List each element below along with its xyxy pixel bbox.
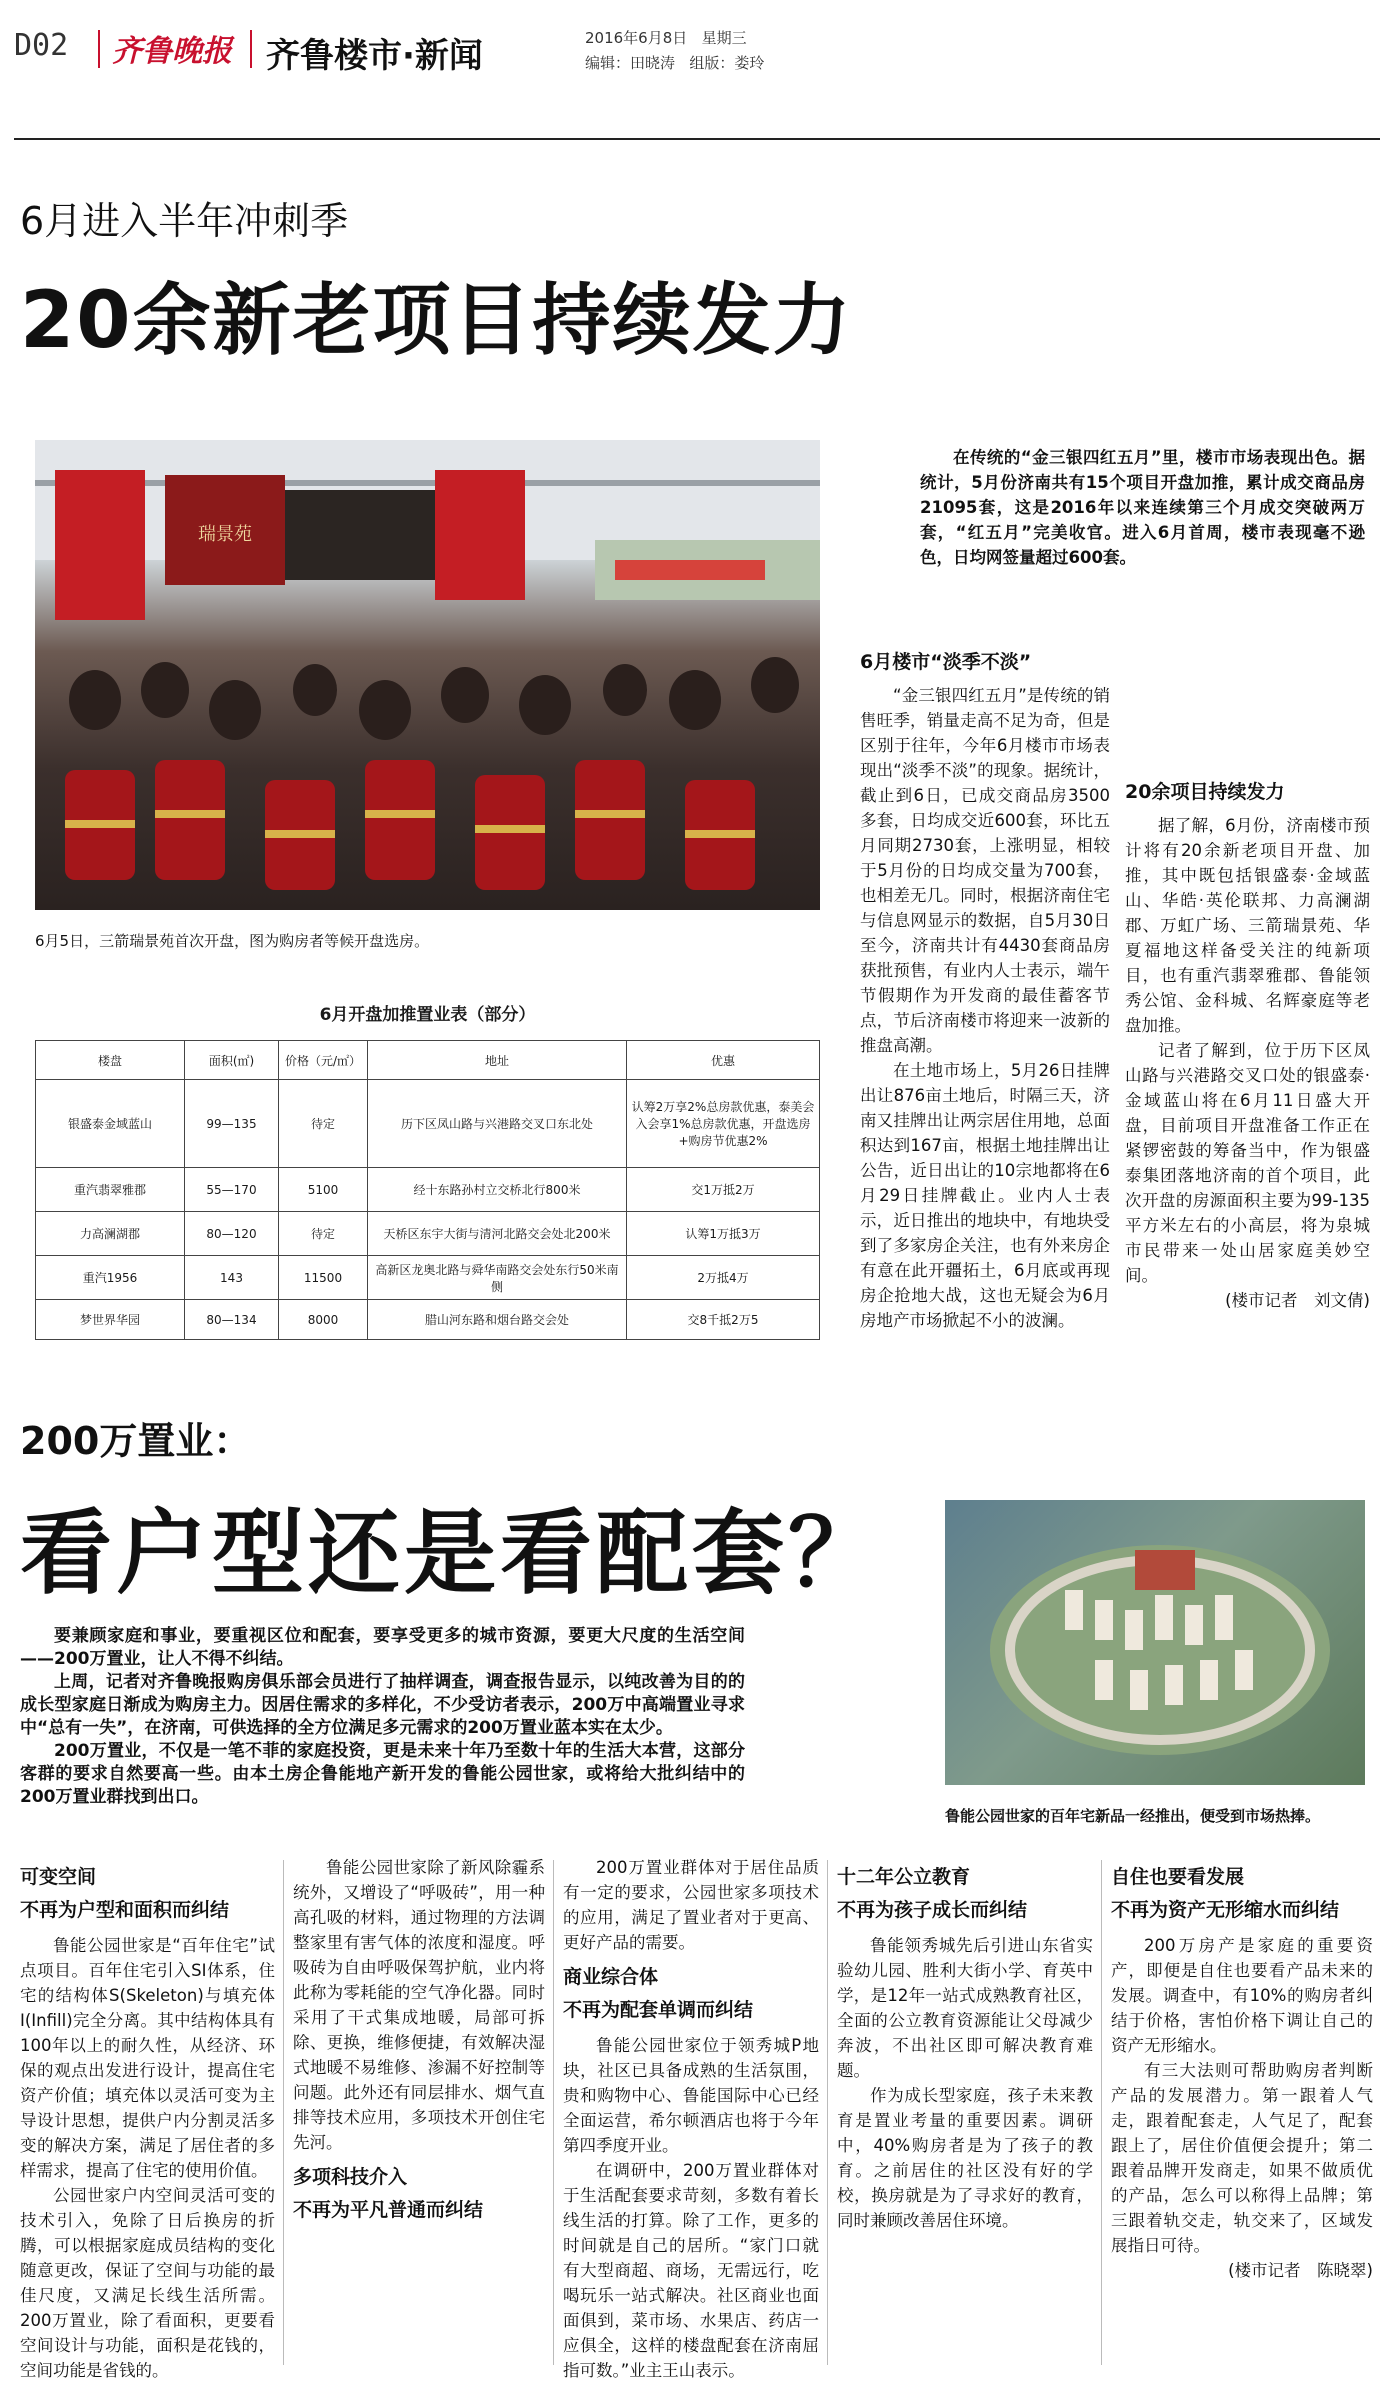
lead-paragraph: 要兼顾家庭和事业，要重视区位和配套，要享受更多的城市资源，要更大尺度的生活空间——200万置业，让人不得不纠结。 [20, 1626, 745, 1669]
story2-paragraph: 鲁能公园世家除了新风除霾系统外，又增设了“呼吸砖”，用一种高孔吸的材料，通过物理的方法调整家里有害气体的浓度和湿度。呼吸砖为自由呼吸保驾护航，业内将此称为零耗能的空气净化器。同时采用了干式集成地暖，局部可拆除、更换，维修便捷，有效解决湿式地暖不易维修、渗漏不好控制等问题。此外还有同层排水、烟气直排等技术应用，多项技术开创住宅先河。 [293, 1858, 545, 2152]
story2-paragraph: 鲁能领秀城先后引进山东省实验幼儿园、胜利大街小学、育英中学，是12年一站式成熟教育社区，全面的公立教育资源能让父母减少奔波，不出社区即可解决教育难题。 [837, 1936, 1093, 2080]
story2-paragraph: 鲁能公园世家位于领秀城P地块，社区已具备成熟的生活氛围，贵和购物中心、鲁能国际中心已经全面运营，希尔顿酒店也将于今年第四季度开业。 [563, 2036, 819, 2155]
subhead-small: 商业综合体 [563, 1966, 659, 1988]
cell-project: 力高澜湖郡 [36, 1212, 185, 1256]
subhead-large: 不再为平凡普通而纠结 [293, 2199, 484, 2221]
subhead-large: 不再为配套单调而纠结 [563, 1999, 754, 2021]
story2-column-3 [563, 1855, 819, 2383]
cell-area: 80—120 [185, 1212, 279, 1256]
story1-paragraph: 记者了解到，位于历下区凤山路与兴港路交叉口处的银盛泰·金域蓝山将在6月11日盛大开盘，目前项目开盘准备工作正在紧锣密鼓的筹备当中，作为银盛泰集团落地济南的首个项目，此次开盘的房源面积主要为99-135平方米左右的小高层，将为泉城市民带来一处山居家庭美妙空间。 [1125, 1041, 1370, 1285]
story2-paragraph: 200万置业群体对于居住品质有一定的要求，公园世家多项技术的应用，满足了置业者对于更高、更好产品的需要。 [563, 1858, 819, 1952]
story1-paragraph: 在土地市场上，5月26日挂牌出让876亩土地后，时隔三天，济南又挂牌出让两宗居住用地，总面积达到167亩，根据土地挂牌出让公告，近日出让的10宗地都将在6月29日挂牌截止。业内人士表示，近日推出的地块中，有地块受到了多家房企关注，也有外来房企有意在此开疆拓土，6月底或再现房企抢地大战，这也无疑会为6月房地产市场掀起不小的波澜。 [860, 1061, 1110, 1330]
photo2-caption: 鲁能公园世家的百年宅新品一经推出，便受到市场热捧。 [945, 1807, 1321, 1825]
story1-paragraph: “金三银四红五月”是传统的销售旺季，销量走高不足为奇，但是区别于往年，今年6月楼市市场表现出“淡季不淡”的现象。据统计，截止到6日，已成交商品房3500多套，日均成交近600套，环比五月同期2730套，上涨明显，相较于5月份的日均成交量为700套，也相差无几。同时，根据济南住宅与信息网显示的数据，自5月30日至今，济南共计有4430套商品房获批预售，有业内人士表示，端午节假期作为开发商的最佳蓄客节点，节后济南楼市将迎来一波新的推盘高潮。 [860, 686, 1110, 1055]
story1-column-2 [1125, 620, 1370, 1313]
story2-headline: 看户型还是看配套？ [20, 1500, 885, 1607]
subhead-small: 十二年公立教育 [837, 1866, 971, 1888]
cell-discount: 交1万抵2万 [627, 1168, 820, 1212]
table-row [36, 1212, 820, 1256]
cell-address: 经十东路孙村立交桥北行800米 [368, 1168, 627, 1212]
story1-author: (楼市记者 刘文倩) [1225, 1291, 1370, 1310]
property-table [35, 1040, 820, 1340]
newspaper-logo: 齐鲁晚报 [112, 34, 232, 69]
subhead-large: 不再为孩子成长而纠结 [837, 1899, 1028, 1921]
th-price: 价格（元/㎡） [279, 1041, 368, 1080]
cell-address: 天桥区东宇大街与清河北路交会处北200米 [368, 1212, 627, 1256]
story1-kicker: 6月进入半年冲刺季 [20, 199, 349, 243]
story1-intro [920, 445, 1365, 570]
subhead-small: 自住也要看发展 [1111, 1866, 1245, 1888]
masthead-rule [14, 138, 1380, 140]
column-rule [1101, 1860, 1102, 2365]
banner-sign: 瑞景苑 [198, 524, 252, 545]
table-row [36, 1300, 820, 1340]
th-discount: 优惠 [627, 1041, 820, 1080]
story2-paragraph: 鲁能公园世家是“百年住宅”试点项目。百年住宅引入SI体系，住宅的结构体S(Skeleton)与填充体I(Infill)完全分离。其中结构体具有100年以上的耐久性，从经济、环保的观点出发进行设计，提高住宅资产价值；填充体以灵活可变为主导设计思想，提供户内分割灵活多变的解决方案，满足了居住者的多样需求，提高了住宅的使用价值。 [20, 1936, 275, 2180]
layout-editor: 组版：娄玲 [689, 54, 765, 72]
cell-area: 99—135 [185, 1080, 279, 1168]
cell-discount: 认筹1万抵3万 [627, 1212, 820, 1256]
story2-kicker: 200万置业： [20, 1419, 252, 1463]
story1-paragraph: 据了解，6月份，济南楼市预计将有20余新老项目开盘、加推，其中既包括银盛泰·金域蓝山、华皓·英伦联邦、力高澜湖郡、万虹广场、三箭瑞景苑、华夏福地这样备受关注的纯新项目，也有重汽翡翠雅郡、鲁能领秀公馆、金科城、名辉豪庭等老盘加推。 [1125, 816, 1370, 1035]
story2-paragraph: 公园世家户内空间灵活可变的技术引入，免除了日后换房的折腾，可以根据家庭成员结构的变化随意更改，保证了空间与功能的最佳尺度，又满足长线生活所需。200万置业，除了看面积，更要看空间设计与功能，面积是花钱的，空间功能是省钱的。 [20, 2186, 275, 2380]
story1-subhead-1: 6月楼市“淡季不淡” [860, 651, 1032, 673]
cell-project: 银盛泰金域蓝山 [36, 1080, 185, 1168]
story1-subhead-2: 20余项目持续发力 [1125, 781, 1285, 803]
cell-address: 高新区龙奥北路与舜华南路交会处东行50米南侧 [368, 1256, 627, 1300]
column-rule [553, 1860, 554, 2365]
cell-discount: 2万抵4万 [627, 1256, 820, 1300]
cell-discount: 交8千抵2万5 [627, 1300, 820, 1340]
table-title: 6月开盘加推置业表（部分） [319, 1005, 536, 1025]
masthead-divider [98, 30, 100, 68]
lead-paragraph: 上周，记者对齐鲁晚报购房俱乐部会员进行了抽样调查，调查报告显示，以纯改善为目的的成长型家庭日渐成为购房主力。因居住需求的多样化，不少受访者表示，200万中高端置业寻求中“总有一失”，在济南，可供选择的全方位满足多元需求的200万置业蓝本实在太少。 [20, 1672, 745, 1738]
story2-paragraph: 在调研中，200万置业群体对于生活配套要求苛刻，多数有着长线生活的打算。除了工作，更多的时间就是自己的居所。“家门口就有大型商超、商场，无需远行，吃喝玩乐一站式解决。社区商业也面面俱到，菜市场、水果店、药店一应俱全，这样的楼盘配套在济南屈指可数。”业主王山表示。 [563, 2161, 819, 2380]
table-row [36, 1168, 820, 1212]
story2-lead [20, 1625, 745, 1809]
th-area: 面积(㎡) [185, 1041, 279, 1080]
story2-paragraph: 作为成长型家庭，孩子未来教育是置业考量的重要因素。调研中，40%购房者是为了孩子的教育。之前居住的社区没有好的学校，换房就是为了寻求好的教育，同时兼顾改善居住环境。 [837, 2086, 1093, 2230]
sales-event-illustration [35, 440, 820, 910]
cell-price: 待定 [279, 1212, 368, 1256]
th-project: 楼盘 [36, 1041, 185, 1080]
story1-column-1 [860, 640, 1110, 1333]
photo1-caption: 6月5日，三箭瑞景苑首次开盘，图为购房者等候开盘选房。 [35, 932, 430, 950]
masthead-divider [250, 30, 252, 68]
table-row [36, 1256, 820, 1300]
page-number: D02 [14, 28, 69, 63]
subhead-large: 不再为资产无形缩水而纠结 [1111, 1899, 1340, 1921]
column-rule [827, 1860, 828, 2365]
cell-project: 梦世界华园 [36, 1300, 185, 1340]
cell-area: 143 [185, 1256, 279, 1300]
cell-address: 腊山河东路和烟台路交会处 [368, 1300, 627, 1340]
subhead-small: 多项科技介入 [293, 2166, 408, 2188]
aerial-rendering [945, 1500, 1365, 1785]
cell-discount: 认筹2万享2%总房款优惠，泰美会入会享1%总房款优惠，开盘选房+购房节优惠2% [627, 1080, 820, 1168]
issue-date: 2016年6月8日 [585, 29, 688, 47]
table-row [36, 1080, 820, 1168]
cell-price: 5100 [279, 1168, 368, 1212]
issue-meta [585, 26, 764, 76]
story2-paragraph: 200万房产是家庭的重要资产，即便是自住也要看产品未来的发展。调查中，有10%的购房者纠结于价格，害怕价格下调让自己的资产无形缩水。 [1111, 1936, 1373, 2055]
cell-price: 待定 [279, 1080, 368, 1168]
story2-author: (楼市记者 陈晓翠) [1228, 2261, 1373, 2280]
cell-project: 重汽1956 [36, 1256, 185, 1300]
story2-paragraph: 有三大法则可帮助购房者判断产品的发展潜力。第一跟着人气走，跟着配套走，人气足了，配套跟上了，居住价值便会提升；第二跟着品牌开发商走，如果不做质优的产品，怎么可以称得上品牌；第三跟着轨交走，轨交来了，区域发展指日可待。 [1111, 2061, 1373, 2255]
community-aerial-photo [945, 1500, 1365, 1785]
lead-paragraph: 200万置业，不仅是一笔不菲的家庭投资，更是未来十年乃至数十年的生活大本营，这部分客群的要求自然要高一些。由本土房企鲁能地产新开发的鲁能公园世家，或将给大批纠结中的200万置业群找到出口。 [20, 1741, 745, 1807]
column-rule [283, 1860, 284, 2365]
story1-headline: 20余新老项目持续发力 [20, 276, 853, 366]
table-header-row [36, 1041, 820, 1080]
subhead-small: 可变空间 [20, 1866, 97, 1888]
story2-column-4 [837, 1855, 1093, 2233]
sales-event-photo [35, 440, 820, 910]
intro-paragraph: 在传统的“金三银四红五月”里，楼市市场表现出色。据统计，5月份济南共有15个项目开盘加推，累计成交商品房21095套，这是2016年以来连续第三个月成交突破两万套，“红五月”完美收官。进入6月首周，楼市表现毫不逊色，日均网签量超过600套。 [920, 448, 1365, 567]
cell-address: 历下区凤山路与兴港路交叉口东北处 [368, 1080, 627, 1168]
section-title: 齐鲁楼市·新闻 [266, 36, 483, 76]
subhead-large: 不再为户型和面积而纠结 [20, 1899, 230, 1921]
cell-price: 11500 [279, 1256, 368, 1300]
story2-column-5 [1111, 1855, 1373, 2283]
cell-price: 8000 [279, 1300, 368, 1340]
cell-area: 80—134 [185, 1300, 279, 1340]
story2-column-2 [293, 1855, 545, 2233]
issue-weekday: 星期三 [701, 29, 747, 47]
story2-column-1 [20, 1855, 275, 2383]
cell-project: 重汽翡翠雅郡 [36, 1168, 185, 1212]
cell-area: 55—170 [185, 1168, 279, 1212]
editor: 编辑：田晓涛 [585, 54, 676, 72]
th-address: 地址 [368, 1041, 627, 1080]
